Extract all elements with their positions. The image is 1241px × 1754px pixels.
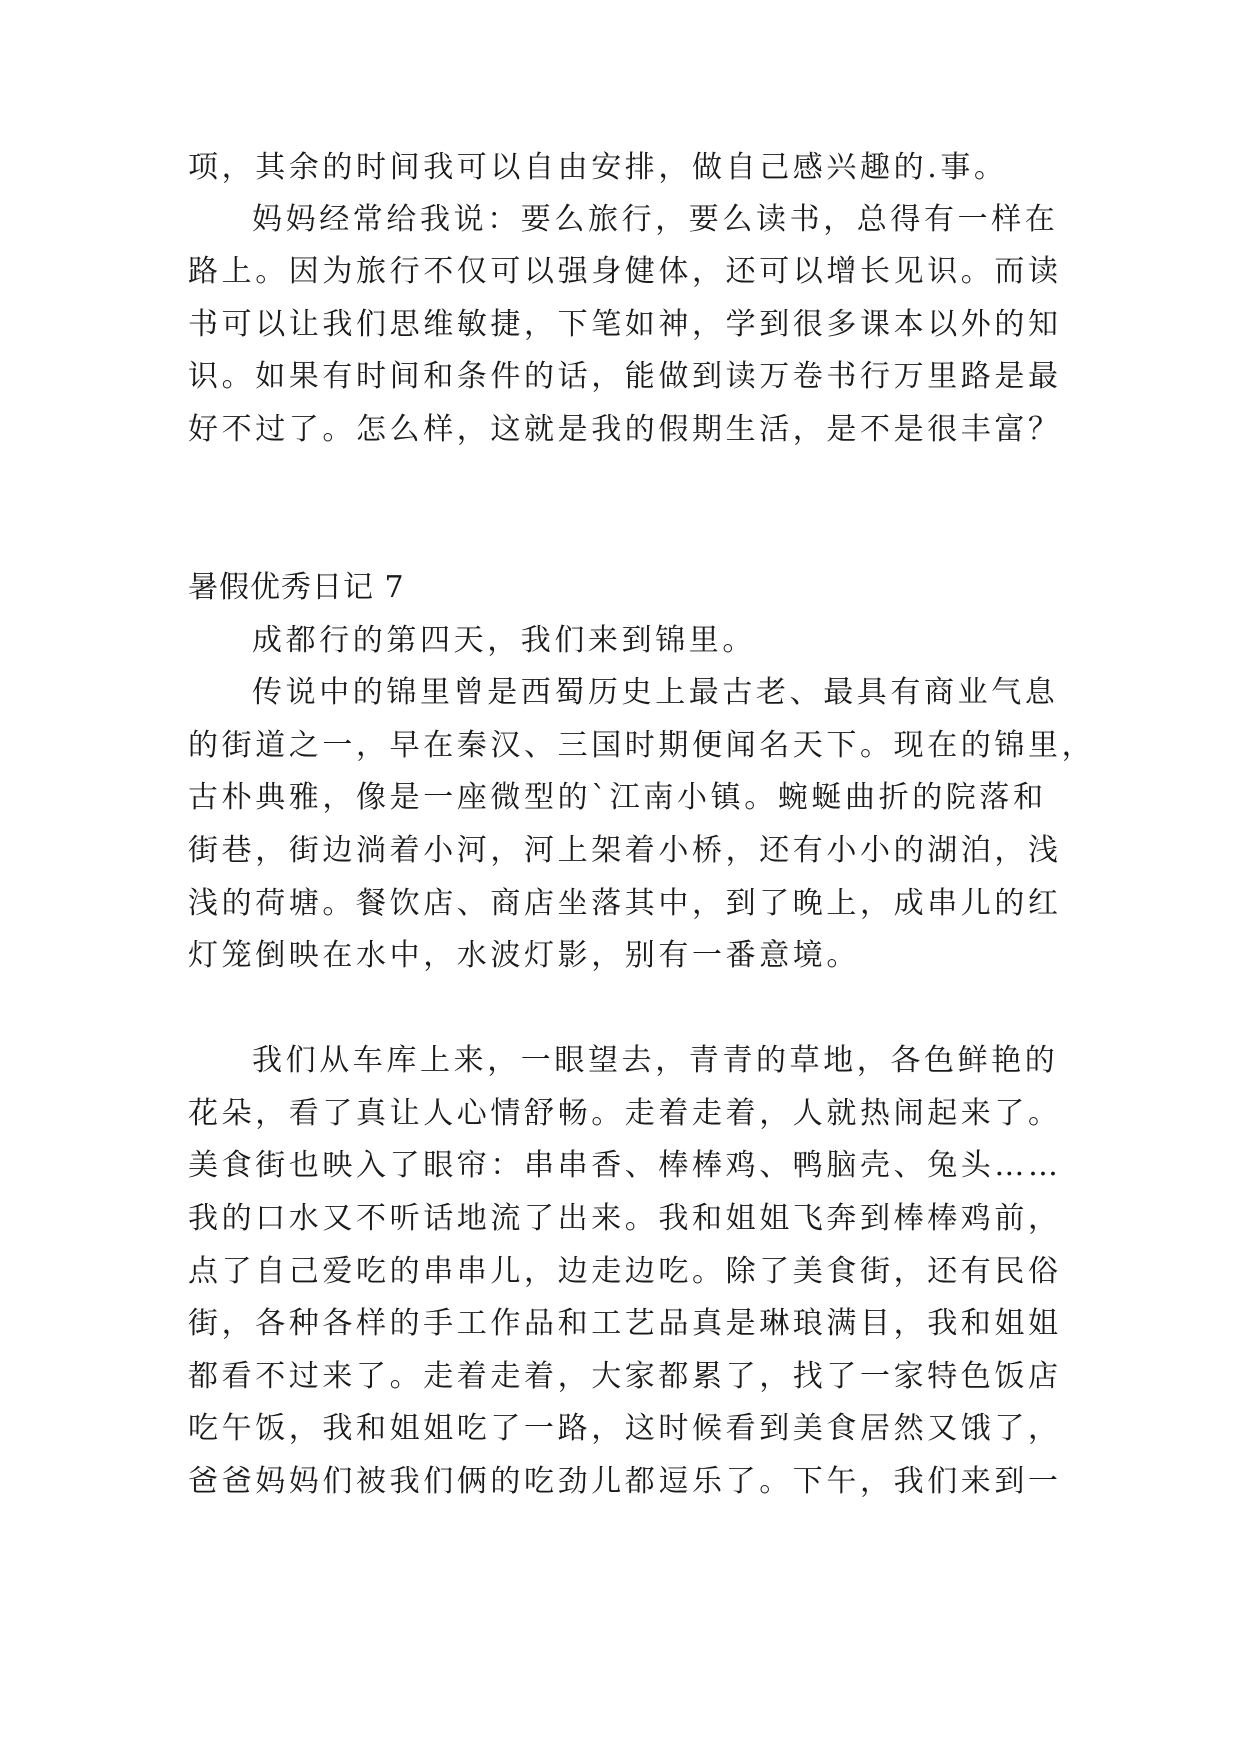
text-line: 街，各种各样的手工作品和工艺品真是琳琅满目，我和姐姐 (188, 1306, 1062, 1341)
text-line: 吃午饭，我和姐姐吃了一路，这时候看到美食居然又饿了， (188, 1411, 1062, 1446)
text-line: 项，其余的时间我可以自由安排，做自己感兴趣的.事。 (188, 150, 1008, 185)
text-line: 美食街也映入了眼帘：串串香、棒棒鸡、鸭脑壳、兔头…… (188, 1148, 1062, 1183)
text-line: 书可以让我们思维敏捷，下笔如神，学到很多课本以外的知 (188, 307, 1062, 342)
text-line: 花朵，看了真让人心情舒畅。走着走着，人就热闹起来了。 (188, 1096, 1062, 1131)
text-line: 都看不过来了。走着走着，大家都累了，找了一家特色饭店 (188, 1359, 1062, 1394)
text-line: 街巷，街边淌着小河，河上架着小桥，还有小小的湖泊，浅 (188, 833, 1062, 868)
text-line: 爸爸妈妈们被我们俩的吃劲儿都逗乐了。下午，我们来到一 (188, 1464, 1062, 1499)
text-line: 好不过了。怎么样，这就是我的假期生活，是不是很丰富？ (188, 412, 1062, 447)
text-line: 成都行的第四天，我们来到锦里。 (252, 623, 756, 658)
text-line: 路上。因为旅行不仅可以强身健体，还可以增长见识。而读 (188, 254, 1062, 289)
text-line: 我的口水又不听话地流了出来。我和姐姐飞奔到棒棒鸡前， (188, 1201, 1062, 1236)
text-line: 识。如果有时间和条件的话，能做到读万卷书行万里路是最 (188, 359, 1062, 394)
text-line: 传说中的锦里曾是西蜀历史上最古老、最具有商业气息 (252, 675, 1059, 710)
text-line: 灯笼倒映在水中，水波灯影，别有一番意境。 (188, 938, 860, 973)
section-title: 暑假优秀日记 7 (188, 570, 405, 605)
text-line: 浅的荷塘。餐饮店、商店坐落其中，到了晚上，成串儿的红 (188, 886, 1062, 921)
text-line: 的街道之一，早在秦汉、三国时期便闻名天下。现在的锦里， (188, 728, 1096, 763)
text-line: 点了自己爱吃的串串儿，边走边吃。除了美食街，还有民俗 (188, 1254, 1062, 1289)
text-line: 妈妈经常给我说：要么旅行，要么读书，总得有一样在 (252, 202, 1059, 237)
text-line: 古朴典雅，像是一座微型的`江南小镇。蜿蜒曲折的院落和 (188, 780, 1047, 815)
text-line: 我们从车库上来，一眼望去，青青的草地，各色鲜艳的 (252, 1043, 1059, 1078)
